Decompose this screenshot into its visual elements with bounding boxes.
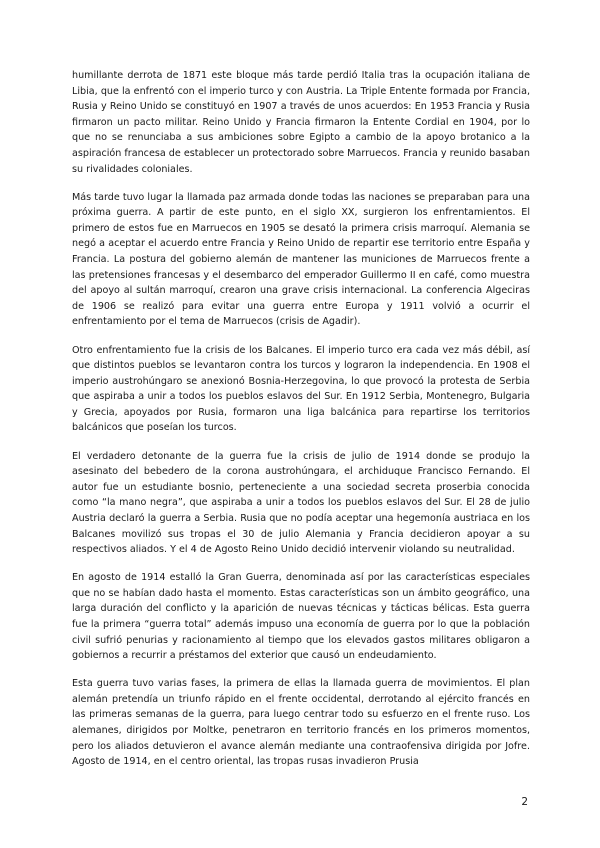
paragraph-war-of-movement: Esta guerra tuvo varias fases, la primera de ellas la llamada guerra de movimientos. El plan alemán pretendía un triunfo rápido en el frente occidental, derrotando al ejército francés en las primeras semanas de la guerra, para luego centrar todo su esfuerzo en el frente ruso. Los alemanes, dirigidos por Moltke, penetraron en territorio francés en los primeros momentos, pero los aliados detuvieron el avance alemán mediante una contraofensiva dirigida por Jofre. Agosto de 1914, en el centro oriental, las tropas rusas invadieron Prusia	[72, 678, 530, 768]
paragraph-great-war: En agosto de 1914 estalló la Gran Guerra, denominada así por las características especiales que no se habían dado hasta el momento. Estas características son un ámbito geográfico, una larga duración del conflicto y la aparición de nuevas técnicas y tácticas bélicas. Esta guerra fue la primera “guerra total” además impuso una economía de guerra por lo que la población civil sufrió penurias y racionamiento al tiempo que los elevados gastos militares obligaron a gobiernos a recurrir a préstamos del exterior que causó un endeudamiento.	[72, 572, 530, 662]
page-number: 2	[521, 796, 528, 808]
paragraph-alliances: humillante derrota de 1871 este bloque más tarde perdió Italia tras la ocupación italiana de Libia, que la enfrentó con el imperio turco y con Austria. La Triple Entente formada por Francia, Rusia y Reino Unido se constituyó en 1907 a través de unos acuerdos: En 1953 Francia y Rusia firmaron un pacto militar. Reino Unido y Francia firmaron la Entente Cordial en 1904, por lo que no se renunciaba a sus ambiciones sobre Egipto a cambio de la apoyo brotanico a la aspiración francesa de establecer un protectorado sobre Marruecos. Francia y reunido basaban su rivalidades coloniales.	[72, 70, 530, 175]
paragraph-july-crisis: El verdadero detonante de la guerra fue la crisis de julio de 1914 donde se produjo la asesinato del bebedero de la corona austrohúngara, el archiduque Francisco Fernando. El autor fue un estudiante bosnio, perteneciente a una sociedad secreta proserbia conocida como “la mano negra”, que aspiraba a unir a todos los pueblos eslavos del Sur. El 28 de julio Austria declaró la guerra a Serbia. Rusia que no podía aceptar una hegemonía austriaca en los Balcanes movilizó sus tropas el 30 de julio Alemania y Francia decidieron apoyar a su respectivos aliados. Y el 4 de Agosto Reino Unido decidió intervenir violando su neutralidad.	[72, 450, 530, 556]
document-body	[72, 68, 530, 782]
paragraph-armed-peace: Más tarde tuvo lugar la llamada paz armada donde todas las naciones se preparaban para una próxima guerra. A partir de este punto, en el siglo XX, surgieron los enfrentamientos. El primero de estos fue en Marruecos en 1905 se desató la primera crisis marroquí. Alemania se negó a aceptar el acuerdo entre Francia y Reino Unido de repartir ese territorio entre España y Francia. La postura del gobierno alemán de mantener las municiones de Marruecos frente a las pretensiones francesas y el desembarco del emperador Guillermo II en café, como muestra del apoyo al sultán marroquí, crearon una grave crisis internacional. La conferencia Algeciras de 1906 se realizó para evitar una guerra entre Europa y 1911 volvió a ocurrir el enfrentamiento por el tema de Marruecos (crisis de Agadir).	[72, 191, 530, 328]
paragraph-balkans-crisis: Otro enfrentamiento fue la crisis de los Balcanes. El imperio turco era cada vez más débil, así que distintos pueblos se levantaron contra los turcos y lograron la independencia. En 1908 el imperio austrohúngaro se anexionó Bosnia-Herzegovina, lo que provocó la protesta de Serbia que aspiraba a unir a todos los pueblos eslavos del Sur. En 1912 Serbia, Montenegro, Bulgaria y Grecia, apoyados por Rusia, formaron una liga balcánica para repartirse los territorios balcánicos que poseían los turcos.	[72, 344, 530, 434]
